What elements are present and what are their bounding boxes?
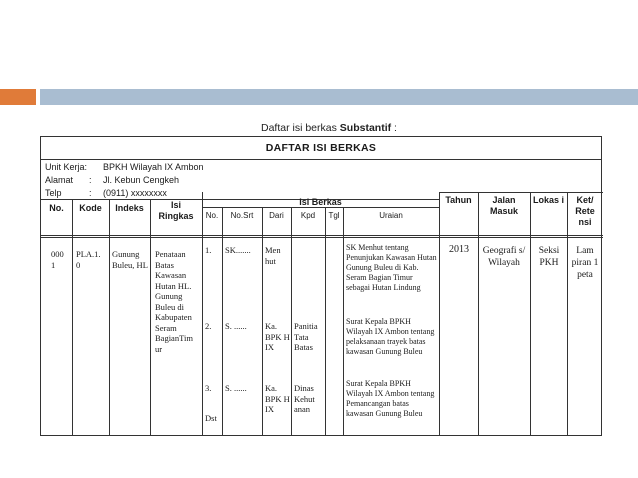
cell-dst: Dst (205, 413, 217, 423)
item-nosrt: SK....... (225, 245, 251, 255)
rule (202, 207, 439, 208)
rule (262, 207, 263, 435)
header-tahun: Tahun (445, 195, 472, 205)
subheader-nosrt: No.Srt (230, 211, 254, 220)
cell-lokasi: Seksi PKH (538, 246, 560, 268)
rule (291, 207, 292, 435)
rule (41, 237, 603, 238)
item-no: 1. (205, 245, 212, 255)
alamat-label: Alamat (45, 175, 74, 185)
caption-suffix: : (391, 122, 397, 134)
item-kpd: Panitia Tata Batas (294, 321, 318, 352)
header-no: No. (49, 203, 64, 213)
subheader-kpd: Kpd (300, 211, 316, 220)
accent-bar-orange (0, 89, 36, 105)
item-nosrt: S. ...... (225, 321, 247, 331)
rule (222, 207, 223, 435)
header-kode: Kode (79, 203, 102, 213)
telp-value: (0911) xxxxxxxx (103, 188, 167, 198)
cell-jalan-masuk: Geografi s/ Wilayah (482, 246, 526, 268)
item-dari: Men hut (265, 245, 281, 266)
cell-isi-ringkas: Penataan Batas Kawasan Hutan HL. Gunung Buleu di Kabupaten Seram BagianTim ur (155, 249, 193, 354)
cell-ket: Lam piran 1 peta (571, 246, 599, 280)
subheader-uraian: Uraian (379, 211, 403, 220)
item-no: 2. (205, 321, 212, 331)
slide-caption (261, 122, 397, 134)
alamat-value: Jl. Kebun Cengkeh (103, 175, 180, 185)
alamat-line (45, 175, 179, 185)
rule (439, 192, 440, 435)
rule (72, 199, 73, 435)
item-kpd: Dinas Kehut anan (294, 383, 315, 414)
document-table (40, 136, 602, 436)
header-isi-ringkas: Isi Ringkas (158, 200, 194, 221)
item-dari: Ka. BPK H IX (265, 321, 290, 352)
cell-tahun: 2013 (449, 244, 469, 255)
item-dari: Ka. BPK H IX (265, 383, 290, 414)
rule (109, 199, 110, 435)
item-uraian: Surat Kepala BPKH Wilayah IX Ambon tentang pelaksanaan trayek batas kawasan Gunung Buleu (346, 317, 435, 356)
rule (343, 207, 344, 435)
header-indeks: Indeks (115, 203, 144, 213)
rule (478, 192, 479, 435)
header-ket-retensi: Ket/ Rete nsi (575, 195, 595, 227)
item-uraian: SK Menhut tentang Penunjukan Kawasan Hutan Gunung Buleu di Kab. Seram Bagian Timur sebagai Hutan Lindung (346, 243, 437, 292)
alamat-colon: : (89, 175, 92, 185)
document-title: DAFTAR ISI BERKAS (41, 137, 601, 160)
telp-colon: : (89, 188, 92, 198)
caption-bold: Substantif (339, 122, 392, 134)
subheader-tgl: Tgl (328, 211, 340, 220)
subheader-dari: Dari (269, 211, 284, 220)
rule (567, 192, 568, 435)
cell-kode: PLA.1. 0 (76, 249, 101, 270)
subheader-no: No. (205, 211, 219, 220)
item-uraian: Surat Kepala BPKH Wilayah IX Ambon tentang Pemancangan batas kawasan Gunung Buleu (346, 379, 435, 418)
rule (325, 207, 326, 435)
rule (150, 199, 151, 435)
rule (439, 192, 603, 193)
rule (202, 192, 203, 435)
header-lokasi: Lokas i (532, 195, 564, 205)
accent-bar-blue (40, 89, 638, 105)
header-isi-berkas: Isi Berkas (299, 197, 342, 207)
rule (41, 235, 603, 236)
unit-kerja-line (45, 162, 204, 172)
cell-no: 000 1 (51, 249, 64, 270)
item-no: 3. (205, 383, 212, 393)
header-jalan-masuk: Jalan Masuk (489, 195, 518, 216)
unit-kerja-value: BPKH Wilayah IX Ambon (103, 162, 204, 172)
unit-kerja-label: Unit Kerja: (45, 162, 88, 172)
caption-prefix: Daftar isi berkas (261, 122, 340, 134)
rule (530, 192, 531, 435)
telp-label: Telp (45, 188, 62, 198)
cell-indeks: Gunung Buleu, HL (112, 249, 148, 270)
item-nosrt: S. ...... (225, 383, 247, 393)
telp-line (45, 188, 167, 198)
